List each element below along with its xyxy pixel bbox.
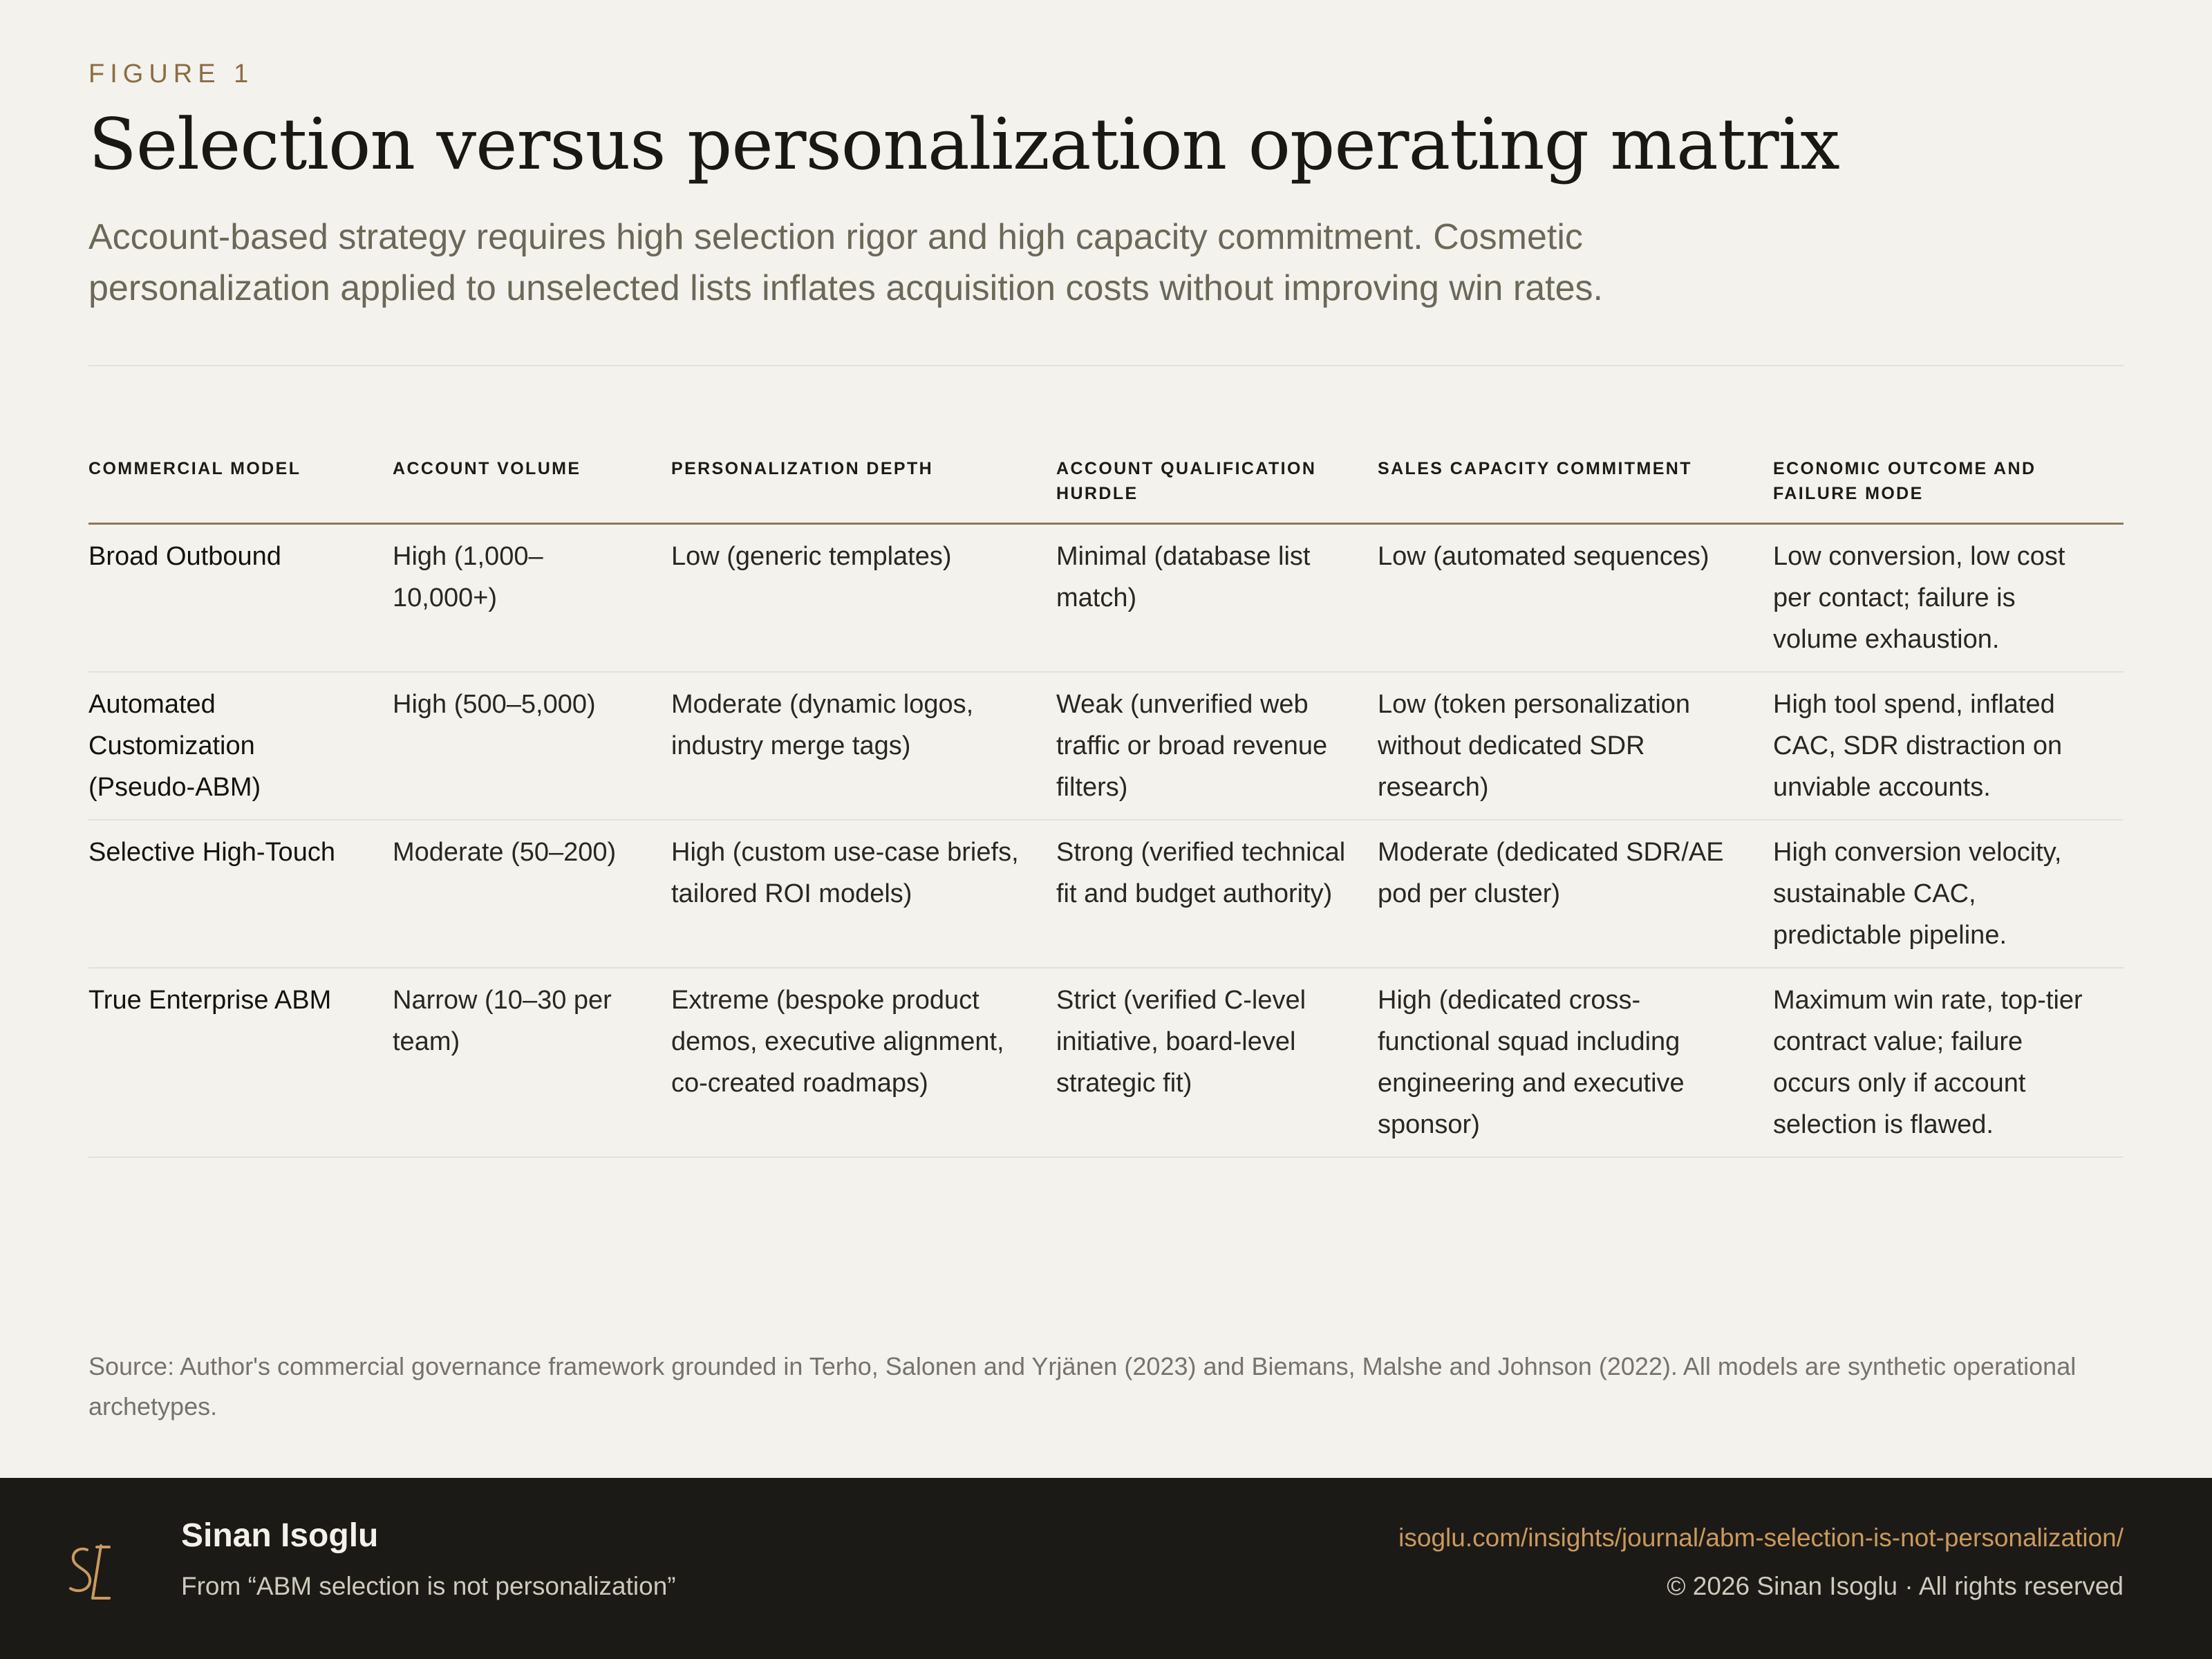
header-sales-capacity-commitment: SALES CAPACITY COMMITMENT [1378,442,1773,524]
cell-economic-outcome: High conversion velocity, sustainable CAC, predictable pipeline. [1773,820,2124,968]
cell-account-volume: High (500–5,000) [393,672,671,820]
cell-personalization-depth: Extreme (bespoke product demos, executive alignment, co-created roadmaps) [671,968,1056,1157]
table-row [88,968,2124,1157]
header-account-volume: ACCOUNT VOLUME [393,442,671,524]
header-account-qualification-hurdle: ACCOUNT QUALIFICATION HURDLE [1056,442,1378,524]
operating-matrix-table [88,442,2124,1158]
divider [88,365,2124,366]
cell-qualification-hurdle: Minimal (database list match) [1056,524,1378,673]
cell-personalization-depth: Moderate (dynamic logos, industry merge tags) [671,672,1056,820]
header-commercial-model: COMMERCIAL MODEL [88,442,393,524]
author-name: Sinan Isoglu [181,1517,379,1554]
article-url-link[interactable]: isoglu.com/insights/journal/abm-selection-is-not-personalization/ [1398,1524,2124,1552]
cell-commercial-model: Automated Customization (Pseudo-ABM) [88,672,393,820]
cell-personalization-depth: Low (generic templates) [671,524,1056,673]
cell-commercial-model: Selective High-Touch [88,820,393,968]
si-monogram-icon [64,1540,119,1602]
footer [0,1478,2212,1659]
figure-label: FIGURE 1 [88,59,254,88]
cell-account-volume: High (1,000–10,000+) [393,524,671,673]
header-personalization-depth: PERSONALIZATION DEPTH [671,442,1056,524]
cell-account-volume: Narrow (10–30 per team) [393,968,671,1157]
cell-economic-outcome: Low conversion, low cost per contact; failure is volume exhaustion. [1773,524,2124,673]
cell-economic-outcome: High tool spend, inflated CAC, SDR distraction on unviable accounts. [1773,672,2124,820]
figure-subtitle: Account-based strategy requires high selection rigor and high capacity commitment. Cosmetic personalization applied to unselected lists inflates acquisition costs without improving win rates. [88,217,1603,308]
cell-commercial-model: Broad Outbound [88,524,393,673]
header-economic-outcome: ECONOMIC OUTCOME AND FAILURE MODE [1773,442,2124,524]
cell-qualification-hurdle: Strict (verified C-level initiative, board-level strategic fit) [1056,968,1378,1157]
article-reference: From “ABM selection is not personalization” [181,1572,676,1600]
cell-capacity-commitment: Low (automated sequences) [1378,524,1773,673]
table-row [88,672,2124,820]
cell-commercial-model: True Enterprise ABM [88,968,393,1157]
table-row [88,820,2124,968]
cell-qualification-hurdle: Weak (unverified web traffic or broad revenue filters) [1056,672,1378,820]
cell-capacity-commitment: High (dedicated cross-functional squad including engineering and executive sponsor) [1378,968,1773,1157]
cell-account-volume: Moderate (50–200) [393,820,671,968]
copyright-notice: © 2026 Sinan Isoglu · All rights reserved [1667,1572,2124,1600]
source-note: Source: Author's commercial governance framework grounded in Terho, Salonen and Yrjänen (2023) and Biemans, Malshe and Johnson (2022). All models are synthetic operational archetypes. [88,1352,2077,1421]
figure-title: Selection versus personalization operating matrix [88,104,1839,186]
cell-personalization-depth: High (custom use-case briefs, tailored ROI models) [671,820,1056,968]
cell-capacity-commitment: Moderate (dedicated SDR/AE pod per cluster) [1378,820,1773,968]
cell-capacity-commitment: Low (token personalization without dedicated SDR research) [1378,672,1773,820]
table-header-row [88,442,2124,524]
table-row [88,524,2124,673]
cell-economic-outcome: Maximum win rate, top-tier contract value; failure occurs only if account selection is flawed. [1773,968,2124,1157]
cell-qualification-hurdle: Strong (verified technical fit and budget authority) [1056,820,1378,968]
